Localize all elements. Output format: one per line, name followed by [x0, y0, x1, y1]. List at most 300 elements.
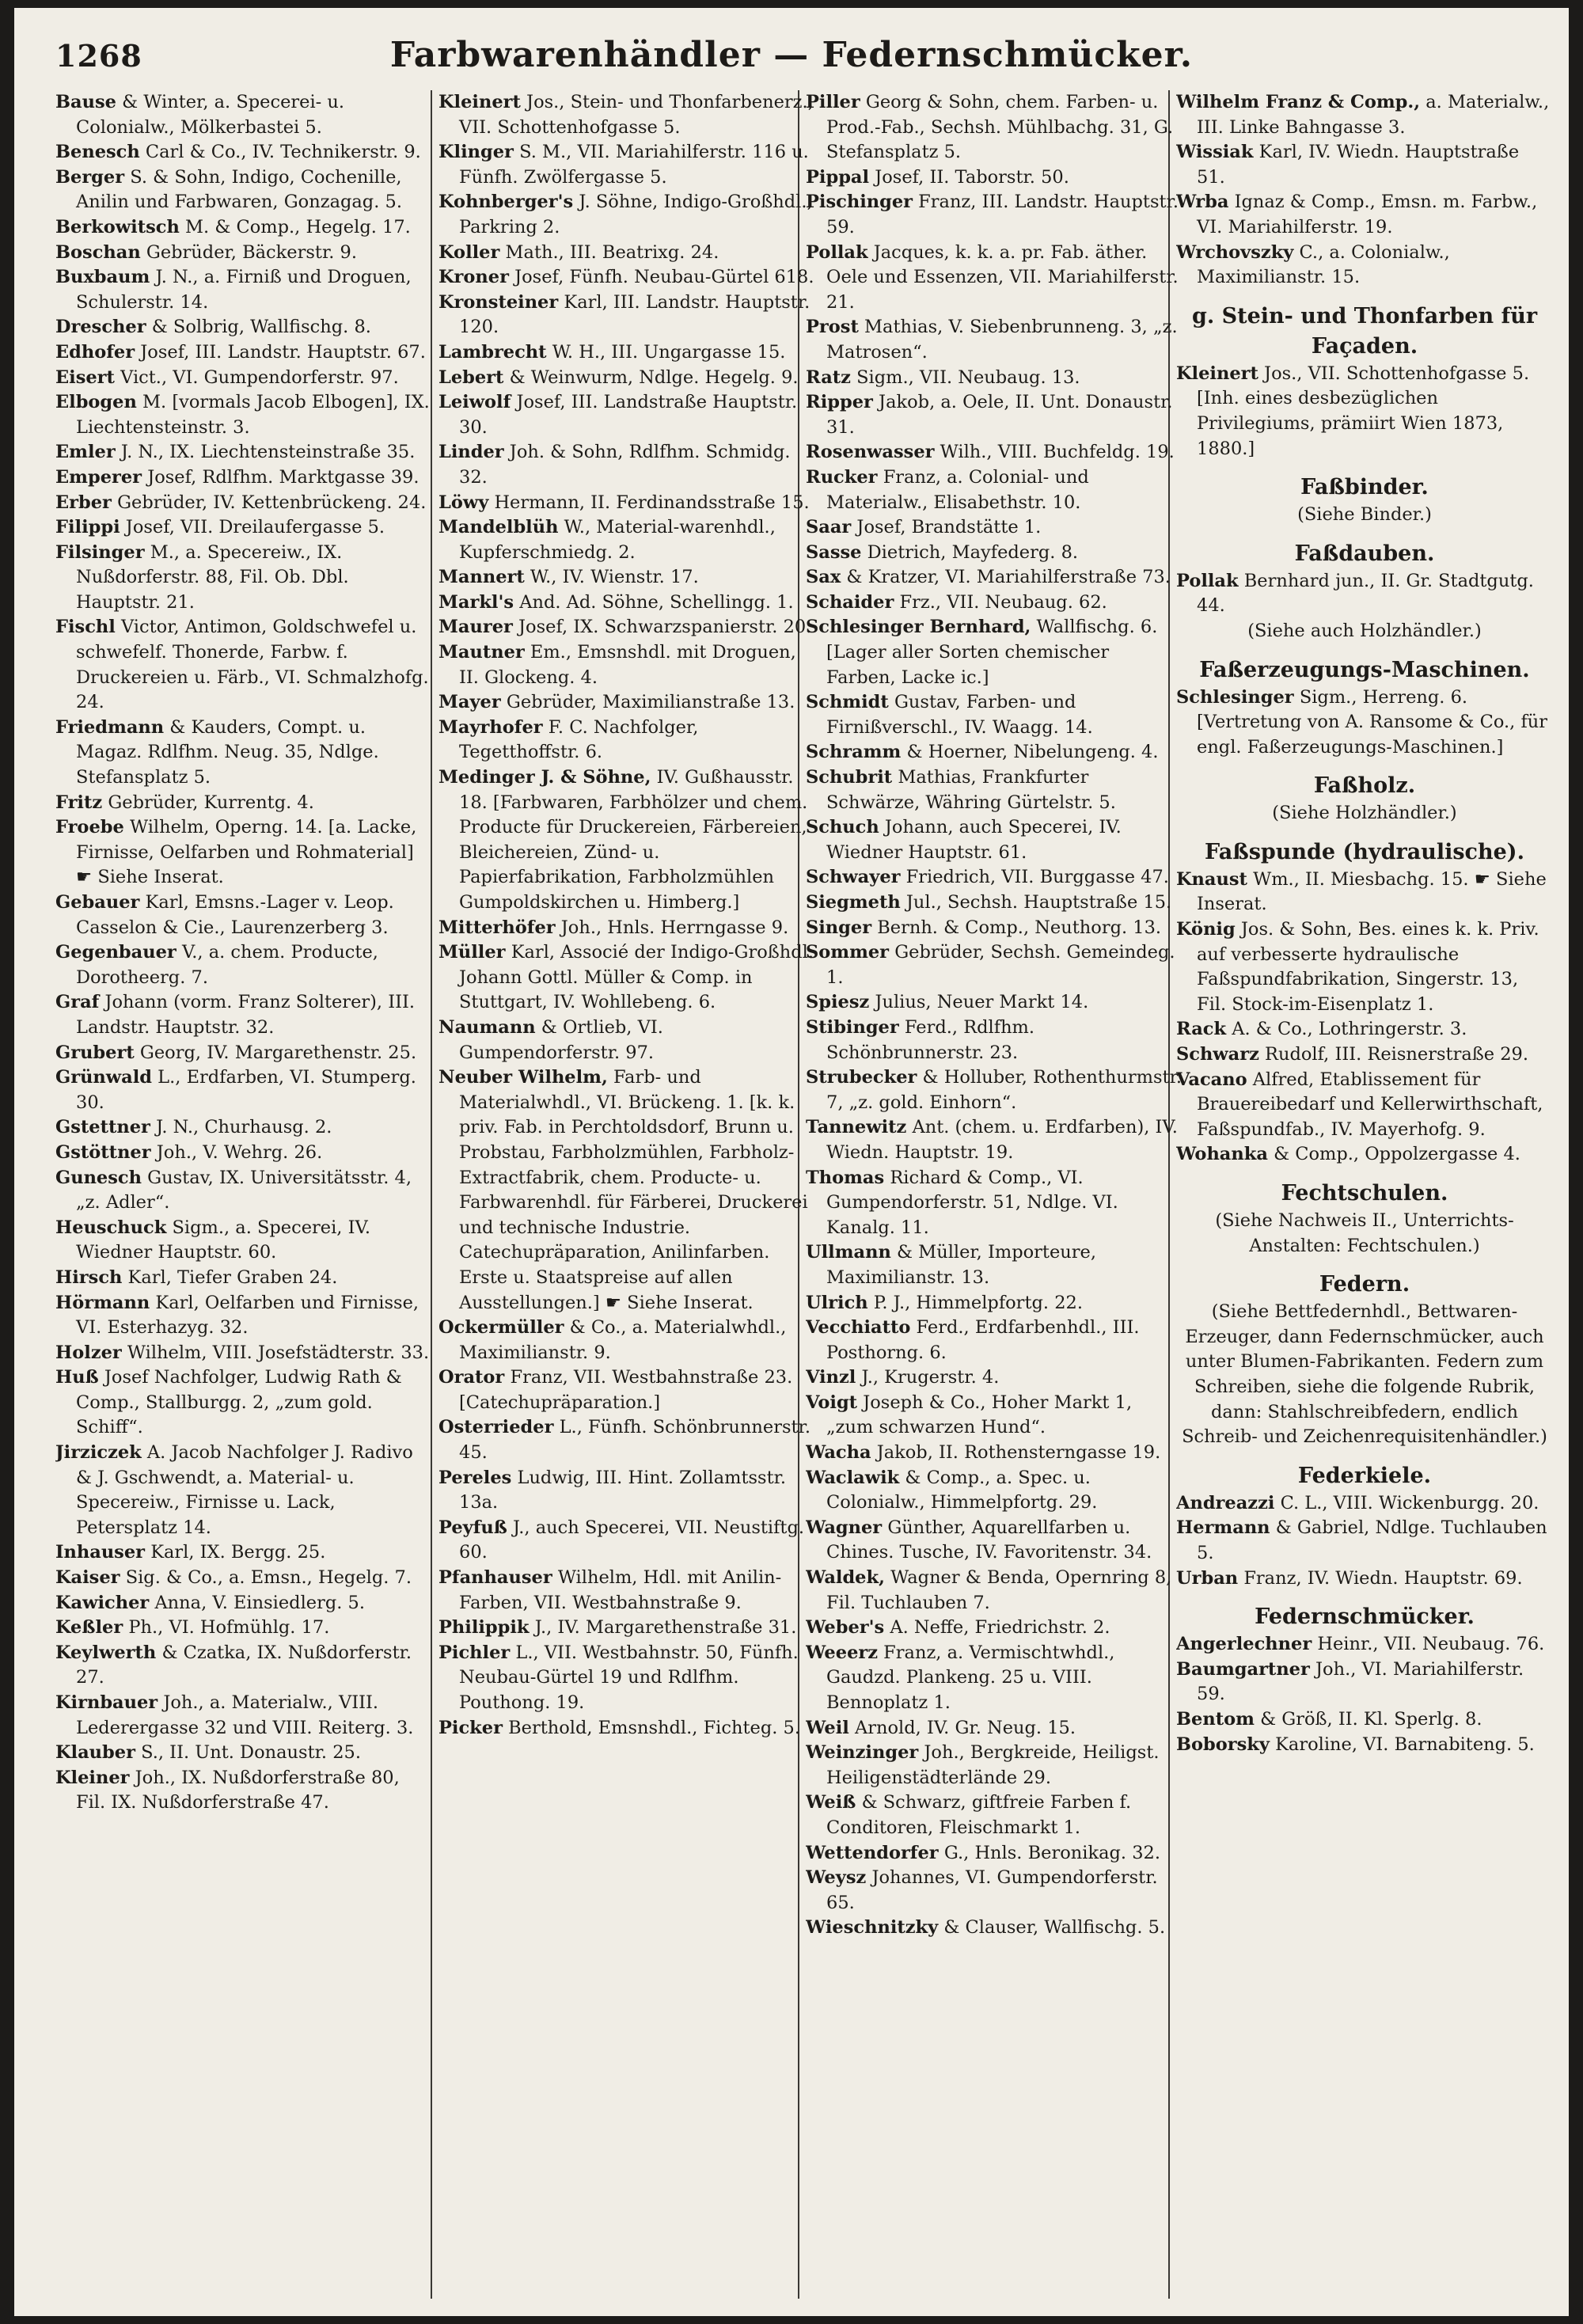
entry-name: Pollak [806, 241, 868, 263]
entry-name: Bentom [1176, 1708, 1255, 1730]
directory-entry [806, 1240, 1183, 1290]
entry-details: Jakob, II. Rothensterngasse 19. [876, 1442, 1161, 1464]
entry-group [1176, 1632, 1553, 1757]
directory-entry [806, 1391, 1183, 1441]
entry-details: Gebrüder, Sechsh. Gemeindeg. 1. [826, 942, 1175, 988]
directory-entry [55, 340, 432, 366]
entry-details: J., auch Specerei, VII. Neustiftg. 60. [459, 1517, 805, 1563]
directory-entry [438, 90, 815, 140]
entry-name: Pollak [1176, 570, 1239, 591]
entry-details: Wilh., VIII. Buchfeldg. 19. [940, 442, 1175, 463]
entry-group [1176, 1491, 1553, 1591]
entry-name: Hermann [1176, 1517, 1270, 1539]
entry-details: M., a. Specereiw., IX. Nußdorferstr. 88, Fil. Ob. Dbl. Hauptstr. 21. [76, 541, 349, 613]
directory-entry [806, 1866, 1183, 1916]
directory-entry [806, 1441, 1183, 1466]
entry-details: Dietrich, Mayfederg. 8. [867, 541, 1079, 563]
directory-entry [806, 1065, 1183, 1115]
entry-details: & Comp., Oppolzergasse 4. [1274, 1144, 1520, 1165]
entry-details: Franz, VII. Westbahnstraße 23. [Catechupräparation.] [459, 1367, 793, 1413]
section-heading: Faßholz. [1313, 773, 1416, 799]
entry-name: Koller [438, 241, 500, 263]
entry-name: Weeerz [806, 1642, 879, 1663]
entry-details: M. [vormals Jacob Elbogen], IX. Liechtensteinstr. 3. [76, 392, 430, 438]
entry-details: Em., Emsnshdl. mit Droguen, II. Glockeng. 4. [459, 642, 796, 688]
directory-entry [55, 791, 432, 816]
entry-details: Mathias, V. Siebenbrunneng. 3, „z. Matrosen“. [826, 317, 1178, 363]
directory-entry [55, 1591, 432, 1616]
directory-entry [438, 1516, 815, 1566]
entry-name: Weiß [806, 1792, 856, 1813]
entry-details: Joh., VI. Mariahilferstr. 59. [1197, 1658, 1524, 1705]
directory-entry [438, 1316, 815, 1365]
entry-details: Franz, III. Landstr. Hauptstr. 59. [826, 192, 1179, 237]
entry-name: Kronsteiner [438, 291, 559, 313]
entry-details: J. Söhne, Indigo-Großhdl., Parkring 2. [459, 192, 813, 237]
entry-details: Josef Nachfolger, Ludwig Rath & Comp., Stallburgg. 2, „zum gold. Schiff“. [76, 1367, 402, 1438]
entry-details: L., Fünfh. Schönbrunnerstr. 45. [459, 1417, 810, 1464]
directory-entry [806, 1916, 1183, 1941]
directory-entry [806, 590, 1183, 616]
entry-name: Heuschuck [55, 1217, 167, 1238]
entry-name: Grubert [55, 1042, 135, 1063]
entry-name: Sommer [806, 942, 890, 963]
entry-details: Gustav, Farben- und Firnißverschl., IV. Waagg. 14. [826, 692, 1093, 738]
entry-name: Kleinert [438, 92, 521, 112]
directory-entry [806, 465, 1183, 515]
directory-entry [55, 215, 432, 241]
directory-entry [55, 366, 432, 391]
entry-details: Sigm., VII. Neubaug. 13. [856, 366, 1080, 388]
entry-details: & Ortlieb, VI. Gumpendorferstr. 97. [459, 1016, 663, 1063]
directory-entry [55, 1365, 432, 1441]
directory-entry [1176, 569, 1553, 619]
entry-name: Markl's [438, 591, 514, 613]
entry-details: & Winter, a. Specerei- u. Colonialw., Mölkerbastei 5. [76, 92, 345, 138]
entry-name: Pichler [438, 1642, 511, 1663]
entry-details: S. & Sohn, Indigo, Cochenille, Anilin und Farbwaren, Gonzagag. 5. [76, 166, 402, 213]
entry-details: Karl, Oelfarben und Firnisse, VI. Esterhazyg. 32. [76, 1292, 419, 1339]
entry-details: J. N., a. Firniß und Droguen, Schulerstr. 14. [76, 267, 412, 313]
entry-details: & Comp., a. Spec. u. Colonialw., Himmelpfortg. 29. [826, 1467, 1098, 1513]
directory-entry [806, 1016, 1183, 1065]
entry-name: Schaider [806, 591, 894, 613]
entry-details: Bernhard jun., II. Gr. Stadtgutg. 44. [1197, 570, 1534, 617]
entry-name: Singer [806, 917, 872, 938]
directory-entry [806, 1291, 1183, 1316]
cross-reference: (Siehe Binder.) [1297, 504, 1432, 526]
entry-details: M. & Comp., Hegelg. 17. [184, 216, 411, 237]
directory-entry [1176, 1042, 1553, 1068]
entry-name: Wohanka [1176, 1144, 1268, 1165]
directory-entry [55, 716, 432, 791]
entry-name: Leiwolf [438, 392, 511, 413]
entry-details: V., a. chem. Producte, Dorotheerg. 7. [76, 942, 378, 988]
entry-details: & Gabriel, Ndlge. Tuchlauben 5. [1197, 1517, 1547, 1563]
entry-details: Joh., Bergkreide, Heiligst. Heiligenstädterlände 29. [826, 1742, 1160, 1788]
directory-entry [806, 1841, 1183, 1866]
directory-entry [438, 1365, 815, 1415]
entry-name: Piller [806, 92, 860, 112]
entry-details: Karoline, VI. Barnabiteng. 5. [1275, 1734, 1535, 1755]
entry-details: Joh., Hnls. Herrngasse 9. [560, 917, 789, 938]
directory-entry [55, 990, 432, 1040]
entry-name: Mautner [438, 642, 525, 663]
directory-entry [806, 1641, 1183, 1716]
entry-details: Sigm., Herreng. 6. [Vertretung von A. Ransome & Co., für engl. Faßerzeugungs-Maschinen.] [1197, 686, 1548, 758]
directory-entry [55, 1441, 432, 1540]
directory-entry [438, 1065, 815, 1316]
entry-name: Froebe [55, 817, 124, 838]
directory-entry [806, 515, 1183, 541]
directory-entry [438, 916, 815, 941]
entry-details: Jos. & Sohn, Bes. eines k. k. Priv. auf verbesserte hydraulische Faßspundfabrikation, Singerstr. 13, Fil. Stock-im-Eisenplatz 1. [1197, 919, 1539, 1015]
entry-name: Schmidt [806, 692, 889, 713]
entry-name: Pereles [438, 1467, 512, 1488]
entry-details: C., a. Colonialw., Maximilianstr. 15. [1197, 241, 1450, 288]
entry-name: Mayer [438, 692, 501, 713]
entry-name: Weber's [806, 1617, 885, 1639]
entry-details: Josef, Rdlfhm. Marktgasse 39. [147, 466, 419, 488]
directory-entry [438, 1716, 815, 1741]
entry-name: Schuch [806, 817, 879, 838]
directory-entry [806, 690, 1183, 740]
entry-details: Georg, IV. Margarethenstr. 25. [139, 1042, 417, 1063]
entry-details: Günther, Aquarellfarben u. Chines. Tusche, IV. Favoritenstr. 34. [826, 1517, 1152, 1563]
section-heading: Federnschmücker. [1255, 1604, 1475, 1630]
entry-details: Rudolf, III. Reisnerstraße 29. [1265, 1044, 1529, 1065]
directory-entry [1176, 241, 1553, 290]
entry-details: Gebrüder, Maximilianstraße 13. [506, 692, 795, 713]
directory-entry [55, 90, 432, 140]
entry-name: Urban [1176, 1567, 1239, 1589]
entry-name: Prost [806, 317, 859, 338]
entry-details: Frz., VII. Neubaug. 62. [899, 591, 1107, 613]
entry-name: Siegmeth [806, 892, 901, 913]
entry-details: Ant. (chem. u. Erdfarben), IV. Wiedn. Hauptstr. 19. [826, 1117, 1178, 1163]
directory-entry [55, 541, 432, 616]
directory-entry [806, 315, 1183, 365]
entry-name: Klinger [438, 142, 514, 163]
entry-details: Victor, Antimon, Goldschwefel u. schwefelf. Thonerde, Farbw. f. Druckereien u. Färb., VI. Schmalzhofg. 24. [76, 617, 429, 713]
entry-name: Gstöttner [55, 1141, 151, 1163]
directory-entry [806, 890, 1183, 916]
entry-name: Schramm [806, 742, 902, 763]
directory-entry [806, 1365, 1183, 1391]
directory-entry [806, 190, 1183, 240]
entry-name: Wagner [806, 1517, 883, 1538]
directory-entry [806, 1115, 1183, 1165]
directory-entry [55, 440, 432, 465]
entry-details: J., Krugerstr. 4. [861, 1367, 1000, 1388]
entry-name: Drescher [55, 317, 146, 338]
directory-entry [55, 1641, 432, 1691]
directory-entry [806, 1616, 1183, 1641]
entry-details: And. Ad. Söhne, Schellingg. 1. [519, 591, 794, 613]
entry-name: Vinzl [806, 1367, 856, 1388]
entry-details: Johann, auch Specerei, IV. Wiedner Hauptstr. 61. [826, 817, 1122, 863]
entry-name: Kawicher [55, 1592, 150, 1613]
entry-name: Vacano [1176, 1069, 1247, 1090]
page-number: 1268 [55, 38, 142, 74]
directory-entry [1176, 362, 1553, 461]
page-header: Farbwarenhändler — Federnschmücker. [389, 35, 1194, 75]
entry-details: Ludwig, III. Hint. Zollamtsstr. 13a. [459, 1467, 787, 1513]
entry-details: Farb- und Materialwhdl., VI. Brückeng. 1. [k. k. priv. Fab. in Perchtoldsdorf, Brunn u. Probstau, Farbholzmühlen, Farbholz-Extractfabrik, chem. Producte- u. Farbwarenhdl. für Färberei, Druckerei und technische Industrie. Catechupräparation, Anilinfarben. Erste u. Staatspreise auf allen Ausstellungen.] ☛ Siehe Inserat. [459, 1067, 808, 1313]
entry-name: Wrchovszky [1176, 241, 1294, 263]
entry-details: Anna, V. Einsiedlerg. 5. [154, 1592, 366, 1613]
entry-name: Ulrich [806, 1292, 868, 1313]
entry-details: Franz, IV. Wiedn. Hauptstr. 69. [1243, 1567, 1523, 1589]
directory-entry [438, 140, 815, 190]
entry-details: W., IV. Wienstr. 17. [530, 567, 699, 588]
directory-entry [806, 440, 1183, 465]
entry-name: Boborsky [1176, 1734, 1270, 1755]
directory-entry [1176, 1142, 1553, 1168]
entry-details: Ferd., Rdlfhm. Schönbrunnerstr. 23. [826, 1016, 1035, 1063]
directory-entry [1176, 1068, 1553, 1143]
entry-name: Huß [55, 1367, 99, 1388]
entry-details: A. Neffe, Friedrichstr. 2. [890, 1617, 1110, 1639]
directory-entry [55, 1041, 432, 1066]
directory-entry [1176, 1491, 1553, 1517]
entry-name: Wacha [806, 1442, 871, 1464]
section-heading: Faßspunde (hydraulische). [1205, 839, 1524, 864]
entry-details: a. Materialw., III. Linke Bahngasse 3. [1197, 92, 1550, 138]
entry-details: A. Jacob Nachfolger J. Radivo & J. Gschwendt, a. Material- u. Specereiw., Firnisse u. Lack, Petersplatz 14. [76, 1442, 413, 1538]
entry-details: Joseph & Co., Hoher Markt 1, „zum schwarzen Hund“. [826, 1392, 1133, 1438]
entry-name: Fischl [55, 617, 116, 638]
directory-entry [1176, 90, 1553, 140]
entry-name: Sax [806, 567, 841, 588]
entry-name: Weil [806, 1717, 849, 1738]
entry-name: Kleinert [1176, 363, 1258, 384]
entry-name: Waldek, [806, 1567, 885, 1589]
entry-name: Filsinger [55, 541, 145, 563]
entry-name: Schubrit [806, 767, 893, 788]
entry-name: Gstettner [55, 1117, 150, 1138]
entry-name: Osterrieder [438, 1417, 554, 1438]
directory-entry [438, 515, 815, 565]
directory-entry [438, 615, 815, 640]
directory-entry [55, 1540, 432, 1566]
directory-entry [1176, 1632, 1553, 1658]
entry-details: Franz, a. Vermischtwhdl., Gaudzd. Plankeng. 25 u. VIII. Bennoplatz 1. [826, 1642, 1115, 1713]
entry-details: & Co., a. Materialwhdl., Maximilianstr. 9. [459, 1317, 787, 1363]
entry-name: Vecchiatto [806, 1317, 911, 1339]
entry-name: Linder [438, 442, 504, 463]
directory-entry [55, 940, 432, 990]
directory-entry [438, 1616, 815, 1641]
directory-entry [438, 366, 815, 391]
entry-details: Josef, III. Landstr. Hauptstr. 67. [140, 341, 426, 363]
entry-details: A. & Co., Lothringerstr. 3. [1232, 1019, 1467, 1040]
entry-details: Jos., VII. Schottenhofgasse 5. [Inh. eines desbezüglichen Privilegiums, prämiirt Wien 1873, 1880.] [1197, 363, 1530, 459]
entry-details: Karl, Tiefer Graben 24. [127, 1266, 338, 1288]
entry-name: Baumgartner [1176, 1658, 1310, 1680]
directory-entry [55, 1616, 432, 1641]
entry-name: Pischinger [806, 192, 913, 213]
directory-entry [55, 465, 432, 491]
directory-entry [55, 1216, 432, 1266]
entry-details: Karl, IX. Bergg. 25. [150, 1542, 326, 1563]
entry-name: Schlesinger Bernhard, [806, 617, 1031, 638]
section-heading: Federn. [1319, 1272, 1410, 1297]
entry-details: W., Material-warenhdl., Kupferschmiedg. 2. [459, 517, 776, 563]
directory-entry [438, 1641, 815, 1716]
entry-details: Jacques, k. k. a. pr. Fab. äther. Oele und Essenzen, VII. Mariahilferstr. 21. [826, 241, 1179, 313]
entry-details: Joh. & Sohn, Rdlfhm. Schmidg. 32. [459, 442, 791, 488]
entry-details: G., Hnls. Beronikag. 32. [943, 1842, 1160, 1863]
entry-name: Weysz [806, 1867, 867, 1889]
directory-entry [438, 1566, 815, 1616]
entry-name: Eisert [55, 366, 115, 388]
entry-name: Benesch [55, 142, 140, 163]
directory-entry [438, 290, 815, 340]
entry-details: Hermann, II. Ferdinandsstraße 15. [494, 492, 810, 513]
directory-entry [438, 1415, 815, 1465]
entry-name: Ripper [806, 392, 873, 413]
directory-entry [55, 1065, 432, 1115]
entry-name: Elbogen [55, 392, 137, 413]
entry-group [1176, 90, 1553, 290]
entry-details: L., Erdfarben, VI. Stumperg. 30. [76, 1067, 416, 1113]
directory-entry [55, 1266, 432, 1291]
entry-name: Medinger J. & Söhne, [438, 767, 651, 788]
entry-name: Kleiner [55, 1767, 130, 1788]
entry-details: & Clauser, Wallfischg. 5. [943, 1917, 1166, 1939]
entry-name: Fritz [55, 792, 103, 813]
entry-name: Wrba [1176, 192, 1229, 213]
entry-details: S., II. Unt. Donaustr. 25. [141, 1742, 361, 1764]
entry-name: Hirsch [55, 1266, 123, 1288]
entry-details: Josef, Fünfh. Neubau-Gürtel 618. [514, 267, 814, 288]
directory-entry [55, 1741, 432, 1766]
entry-details: Gebrüder, Bäckerstr. 9. [146, 241, 358, 263]
directory-entry [438, 491, 815, 516]
entry-name: Keylwerth [55, 1642, 157, 1663]
directory-entry [55, 491, 432, 516]
directory-entry [55, 1766, 432, 1816]
entry-details: Wagner & Benda, Opernring 8, Fil. Tuchlauben 7. [826, 1567, 1172, 1613]
entry-name: Ullmann [806, 1242, 891, 1263]
directory-entry [1176, 1707, 1553, 1733]
entry-details: J. N., IX. Liechtensteinstraße 35. [120, 442, 416, 463]
entry-details: Math., III. Beatrixg. 24. [505, 241, 719, 263]
entry-name: Löwy [438, 492, 489, 513]
entry-details: Jos., Stein- und Thonfarbenerz., VII. Schottenhofgasse 5. [459, 92, 814, 138]
directory-entry [1176, 1516, 1553, 1566]
entry-details: & Kratzer, VI. Mariahilferstraße 73. [846, 567, 1171, 588]
entry-details: & Kauders, Compt. u. Magaz. Rdlfhm. Neug. 35, Ndlge. Stefansplatz 5. [76, 716, 379, 788]
entry-name: Pippal [806, 166, 870, 188]
entry-details: Gebrüder, Kurrentg. 4. [108, 792, 314, 813]
entry-name: Emler [55, 442, 116, 463]
directory-entry [438, 565, 815, 590]
entry-name: König [1176, 919, 1236, 940]
entry-details: Joh., V. Wehrg. 26. [156, 1141, 323, 1163]
entry-name: Inhauser [55, 1542, 146, 1563]
entry-name: Neuber Wilhelm, [438, 1067, 608, 1088]
directory-entry [806, 1566, 1183, 1616]
entry-details: J., IV. Margarethenstraße 31. [534, 1617, 797, 1639]
column-1 [55, 90, 432, 2307]
entry-details: Johannes, VI. Gumpendorferstr. 65. [826, 1867, 1158, 1913]
entry-name: Keßler [55, 1617, 123, 1639]
directory-entry [55, 515, 432, 541]
entry-name: Rack [1176, 1019, 1227, 1040]
directory-entry [438, 265, 815, 290]
entry-name: Thomas [806, 1167, 885, 1188]
entry-details: & Czatka, IX. Nußdorferstr. 27. [76, 1642, 412, 1688]
directory-entry [1176, 868, 1553, 917]
entry-name: Voigt [806, 1392, 858, 1413]
entry-details: Berthold, Emsnshdl., Fichteg. 5. [508, 1717, 801, 1738]
directory-entry [438, 640, 815, 690]
directory-entry [806, 165, 1183, 191]
directory-entry [438, 590, 815, 616]
entry-name: Sasse [806, 541, 862, 563]
entry-name: Kohnberger's [438, 192, 574, 213]
directory-entry [806, 1790, 1183, 1840]
directory-entry [55, 1691, 432, 1741]
entry-name: Wettendorfer [806, 1842, 939, 1863]
section-heading: Faßerzeugungs-Maschinen. [1199, 657, 1530, 682]
directory-entry [806, 90, 1183, 165]
entry-details: & Müller, Importeure, Maximilianstr. 13. [826, 1242, 1096, 1288]
directory-entry [806, 1516, 1183, 1566]
directory-entry [438, 190, 815, 240]
directory-page [14, 8, 1569, 2316]
section-heading: Faßbinder. [1300, 475, 1429, 500]
entry-details: Wallfischg. 6. [Lager aller Sorten chemischer Farben, Lacke ic.] [826, 617, 1158, 688]
entry-details: Josef, III. Landstraße Hauptstr. 30. [459, 392, 798, 438]
entry-details: Arnold, IV. Gr. Neug. 15. [855, 1717, 1076, 1738]
entry-name: Stibinger [806, 1016, 899, 1038]
entry-name: Edhofer [55, 341, 135, 363]
entry-details: Gebrüder, IV. Kettenbrückeng. 24. [117, 492, 427, 513]
entry-details: & Hoerner, Nibelungeng. 4. [906, 742, 1159, 763]
entry-name: Pfanhauser [438, 1567, 552, 1589]
entry-details: Wilhelm, Operng. 14. [a. Lacke, Firnisse, Oelfarben und Rohmaterial] ☛ Siehe Inserat. [76, 817, 417, 888]
entry-name: Friedmann [55, 716, 165, 738]
entry-name: Boschan [55, 241, 141, 263]
entry-name: Wissiak [1176, 142, 1254, 163]
directory-entry [806, 740, 1183, 765]
entry-name: Orator [438, 1367, 505, 1388]
directory-entry [55, 140, 432, 165]
entry-details: Karl, Associé der Indigo-Großhdl. Johann Gottl. Müller & Comp. in Stuttgart, IV. Wohllebeng. 6. [459, 942, 814, 1013]
entry-details: W. H., III. Ungargasse 15. [552, 341, 786, 363]
entry-details: Franz, a. Colonial- und Materialw., Elisabethstr. 10. [826, 466, 1089, 513]
entry-name: Kroner [438, 267, 509, 288]
cross-reference: (Siehe auch Holzhändler.) [1247, 620, 1482, 641]
entry-name: Mitterhöfer [438, 917, 556, 938]
entry-details: Ferd., Erdfarbenhdl., III. Posthorng. 6. [826, 1317, 1140, 1363]
entry-name: Ockermüller [438, 1317, 564, 1339]
entry-name: Gunesch [55, 1167, 142, 1188]
entry-details: Josef, II. Taborstr. 50. [875, 166, 1069, 188]
directory-entry [438, 716, 815, 765]
directory-entry [438, 1016, 815, 1065]
entry-name: Buxbaum [55, 267, 150, 288]
entry-details: & Größ, II. Kl. Sperlg. 8. [1260, 1708, 1482, 1730]
entry-details: Vict., VI. Gumpendorferstr. 97. [120, 366, 399, 388]
entry-name: Erber [55, 492, 112, 513]
directory-entry [806, 990, 1183, 1016]
cross-reference: (Siehe Bettfedernhdl., Bettwaren-Erzeuger, dann Federnschmücker, auch unter Blumen-Fabrikanten. Federn zum Schreiben, siehe die folgende Rubrik, dann: Stahlschreibfedern, endlich Schreib- und Zeichenrequisitenhändler.) [1182, 1301, 1547, 1448]
entry-name: Knaust [1176, 868, 1247, 890]
